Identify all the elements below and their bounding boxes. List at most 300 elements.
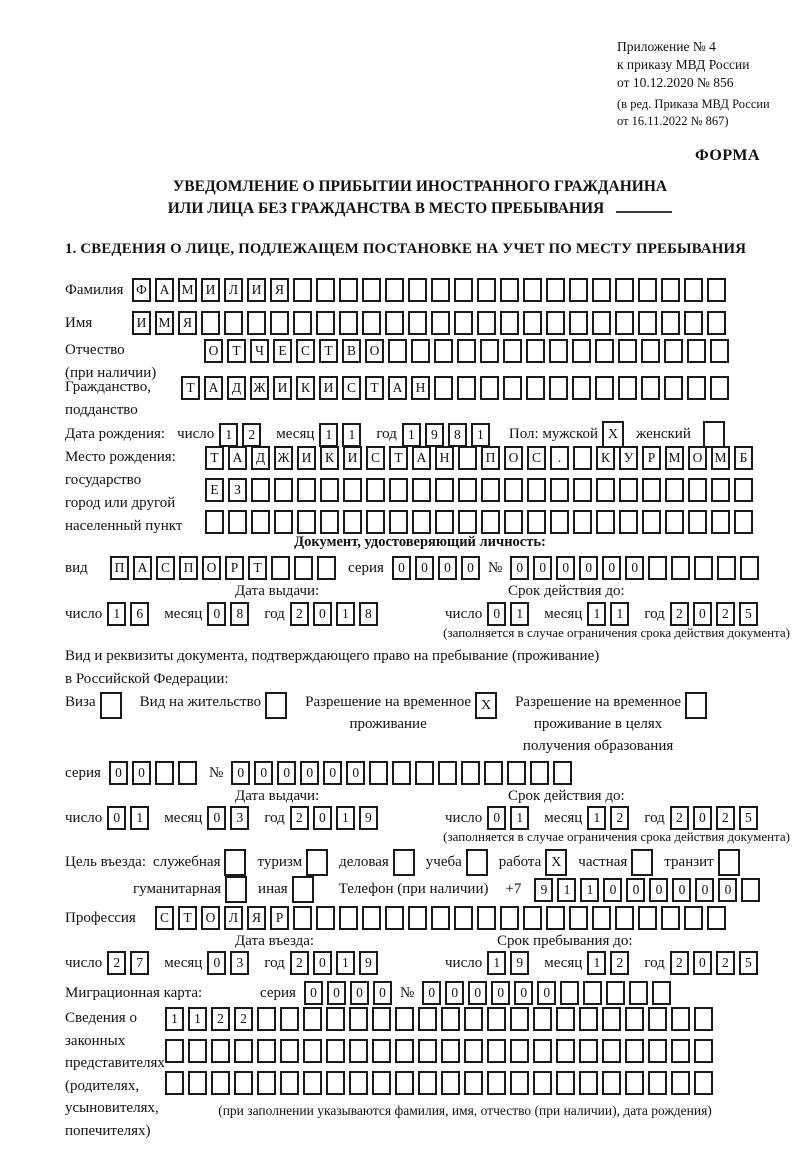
char-box[interactable] (694, 556, 713, 580)
char-box[interactable] (641, 339, 660, 363)
char-box[interactable]: Р (270, 906, 289, 930)
char-box[interactable]: 0 (313, 806, 332, 830)
char-box[interactable]: 1 (402, 423, 421, 447)
char-box[interactable] (188, 1071, 207, 1095)
char-box[interactable]: М (711, 446, 730, 470)
char-box[interactable] (572, 339, 591, 363)
char-box[interactable] (458, 478, 477, 502)
char-box[interactable] (648, 1071, 667, 1095)
char-box[interactable] (435, 510, 454, 534)
char-box[interactable]: 0 (346, 761, 365, 785)
checkbox-temporary-residence-permit[interactable]: X (475, 692, 497, 719)
char-box[interactable] (707, 906, 726, 930)
char-box[interactable]: А (228, 446, 247, 470)
char-box[interactable] (316, 906, 335, 930)
char-box[interactable] (615, 278, 634, 302)
char-box[interactable] (625, 1039, 644, 1063)
char-box[interactable]: Ж (250, 376, 269, 400)
char-box[interactable]: 1 (219, 423, 238, 447)
char-box[interactable] (441, 1007, 460, 1031)
char-box[interactable] (661, 906, 680, 930)
char-box[interactable]: 2 (610, 806, 629, 830)
char-box[interactable] (684, 906, 703, 930)
char-box[interactable]: К (596, 446, 615, 470)
char-box[interactable] (573, 446, 592, 470)
char-box[interactable] (741, 878, 760, 902)
char-box[interactable]: 0 (373, 981, 392, 1005)
char-box[interactable]: Т (319, 339, 338, 363)
char-box[interactable] (523, 278, 542, 302)
char-box[interactable]: 2 (716, 602, 735, 626)
char-box[interactable]: О (202, 556, 221, 580)
char-box[interactable] (504, 478, 523, 502)
char-box[interactable]: Я (247, 906, 266, 930)
char-box[interactable] (280, 1071, 299, 1095)
char-box[interactable] (349, 1039, 368, 1063)
char-box[interactable]: 8 (448, 423, 467, 447)
char-box[interactable]: Т (227, 339, 246, 363)
char-box[interactable] (503, 339, 522, 363)
char-box[interactable]: А (204, 376, 223, 400)
char-box[interactable]: 0 (695, 878, 714, 902)
char-box[interactable] (684, 311, 703, 335)
char-box[interactable] (638, 906, 657, 930)
char-box[interactable]: У (619, 446, 638, 470)
char-box[interactable] (326, 1039, 345, 1063)
char-box[interactable]: Р (642, 446, 661, 470)
char-box[interactable] (734, 478, 753, 502)
char-box[interactable] (595, 376, 614, 400)
checkbox-work[interactable]: X (545, 849, 567, 876)
checkbox-transit[interactable] (718, 849, 740, 876)
char-box[interactable] (178, 761, 197, 785)
char-box[interactable]: Ф (132, 278, 151, 302)
char-box[interactable]: В (342, 339, 361, 363)
char-box[interactable] (435, 478, 454, 502)
char-box[interactable] (412, 510, 431, 534)
char-box[interactable] (569, 278, 588, 302)
char-box[interactable] (592, 311, 611, 335)
char-box[interactable]: И (319, 376, 338, 400)
char-box[interactable] (615, 906, 634, 930)
char-box[interactable] (412, 478, 431, 502)
char-box[interactable]: И (132, 311, 151, 335)
char-box[interactable]: 1 (165, 1007, 184, 1031)
char-box[interactable] (671, 1007, 690, 1031)
char-box[interactable] (500, 311, 519, 335)
char-box[interactable]: 0 (510, 556, 529, 580)
char-box[interactable]: 0 (487, 806, 506, 830)
char-box[interactable]: 2 (211, 1007, 230, 1031)
char-box[interactable] (530, 761, 549, 785)
char-box[interactable] (316, 278, 335, 302)
char-box[interactable] (664, 376, 683, 400)
char-box[interactable] (461, 761, 480, 785)
char-box[interactable] (533, 1071, 552, 1095)
char-box[interactable] (569, 311, 588, 335)
char-box[interactable] (664, 339, 683, 363)
char-box[interactable]: 0 (514, 981, 533, 1005)
char-box[interactable]: 0 (461, 556, 480, 580)
char-box[interactable] (642, 478, 661, 502)
char-box[interactable]: 0 (445, 981, 464, 1005)
char-box[interactable]: 2 (290, 806, 309, 830)
char-box[interactable]: 0 (693, 602, 712, 626)
char-box[interactable] (366, 510, 385, 534)
char-box[interactable] (687, 376, 706, 400)
char-box[interactable]: О (504, 446, 523, 470)
char-box[interactable] (257, 1007, 276, 1031)
char-box[interactable] (317, 556, 336, 580)
char-box[interactable]: 0 (207, 602, 226, 626)
char-box[interactable]: Ч (250, 339, 269, 363)
char-box[interactable]: 1 (319, 423, 338, 447)
char-box[interactable] (556, 1071, 575, 1095)
char-box[interactable] (211, 1039, 230, 1063)
char-box[interactable] (687, 339, 706, 363)
char-box[interactable] (395, 1039, 414, 1063)
char-box[interactable]: Т (365, 376, 384, 400)
char-box[interactable] (648, 1039, 667, 1063)
char-box[interactable]: 0 (625, 556, 644, 580)
char-box[interactable]: 0 (422, 981, 441, 1005)
char-box[interactable]: М (665, 446, 684, 470)
char-box[interactable]: 0 (132, 761, 151, 785)
char-box[interactable]: Л (224, 906, 243, 930)
char-box[interactable] (165, 1039, 184, 1063)
char-box[interactable] (503, 376, 522, 400)
char-box[interactable] (638, 278, 657, 302)
char-box[interactable]: 2 (234, 1007, 253, 1031)
char-box[interactable]: 1 (188, 1007, 207, 1031)
char-box[interactable]: 1 (510, 602, 529, 626)
char-box[interactable] (481, 510, 500, 534)
char-box[interactable] (526, 376, 545, 400)
char-box[interactable] (487, 1039, 506, 1063)
char-box[interactable] (556, 1007, 575, 1031)
char-box[interactable]: 0 (254, 761, 273, 785)
char-box[interactable]: 0 (602, 556, 621, 580)
char-box[interactable] (280, 1039, 299, 1063)
char-box[interactable]: С (342, 376, 361, 400)
char-box[interactable]: 3 (230, 806, 249, 830)
char-box[interactable] (602, 1039, 621, 1063)
char-box[interactable] (316, 311, 335, 335)
char-box[interactable] (320, 510, 339, 534)
char-box[interactable] (510, 1007, 529, 1031)
char-box[interactable] (224, 311, 243, 335)
char-box[interactable] (481, 478, 500, 502)
char-box[interactable] (392, 761, 411, 785)
char-box[interactable] (408, 311, 427, 335)
char-box[interactable]: 2 (107, 951, 126, 975)
char-box[interactable]: 0 (693, 806, 712, 830)
char-box[interactable] (431, 906, 450, 930)
char-box[interactable]: М (155, 311, 174, 335)
char-box[interactable] (602, 1007, 621, 1031)
char-box[interactable]: 6 (130, 602, 149, 626)
char-box[interactable]: Д (251, 446, 270, 470)
char-box[interactable] (303, 1007, 322, 1031)
char-box[interactable] (618, 376, 637, 400)
char-box[interactable] (619, 510, 638, 534)
char-box[interactable] (211, 1071, 230, 1095)
char-box[interactable]: 0 (392, 556, 411, 580)
char-box[interactable]: 1 (336, 806, 355, 830)
char-box[interactable]: Б (734, 446, 753, 470)
char-box[interactable] (366, 478, 385, 502)
char-box[interactable]: 8 (359, 602, 378, 626)
char-box[interactable] (438, 761, 457, 785)
char-box[interactable]: 1 (587, 951, 606, 975)
char-box[interactable] (546, 278, 565, 302)
char-box[interactable] (556, 1039, 575, 1063)
char-box[interactable]: 0 (323, 761, 342, 785)
char-box[interactable]: К (296, 376, 315, 400)
char-box[interactable] (441, 1039, 460, 1063)
char-box[interactable] (477, 311, 496, 335)
char-box[interactable]: И (343, 446, 362, 470)
sex-male-checkbox[interactable]: X (602, 421, 624, 448)
char-box[interactable]: С (156, 556, 175, 580)
checkbox-study[interactable] (466, 849, 488, 876)
char-box[interactable] (504, 510, 523, 534)
char-box[interactable] (606, 981, 625, 1005)
char-box[interactable] (740, 556, 759, 580)
char-box[interactable]: 0 (415, 556, 434, 580)
char-box[interactable]: Я (270, 278, 289, 302)
char-box[interactable] (641, 376, 660, 400)
char-box[interactable] (247, 311, 266, 335)
char-box[interactable] (625, 1071, 644, 1095)
char-box[interactable] (251, 478, 270, 502)
char-box[interactable] (385, 311, 404, 335)
char-box[interactable] (234, 1039, 253, 1063)
char-box[interactable] (711, 478, 730, 502)
char-box[interactable]: 0 (207, 951, 226, 975)
char-box[interactable]: П (179, 556, 198, 580)
char-box[interactable] (510, 1071, 529, 1095)
char-box[interactable] (434, 339, 453, 363)
char-box[interactable] (694, 1071, 713, 1095)
char-box[interactable]: Т (248, 556, 267, 580)
char-box[interactable] (619, 478, 638, 502)
char-box[interactable]: 0 (491, 981, 510, 1005)
char-box[interactable]: А (155, 278, 174, 302)
checkbox-temporary-residence-education[interactable] (685, 692, 707, 719)
char-box[interactable] (694, 1039, 713, 1063)
char-box[interactable] (734, 510, 753, 534)
char-box[interactable] (579, 1071, 598, 1095)
char-box[interactable]: 2 (290, 951, 309, 975)
char-box[interactable]: 2 (716, 806, 735, 830)
char-box[interactable] (527, 478, 546, 502)
char-box[interactable]: Т (205, 446, 224, 470)
checkbox-residence-permit[interactable] (265, 692, 287, 719)
char-box[interactable] (684, 278, 703, 302)
char-box[interactable] (710, 339, 729, 363)
char-box[interactable] (595, 339, 614, 363)
char-box[interactable] (648, 556, 667, 580)
char-box[interactable] (293, 906, 312, 930)
char-box[interactable] (642, 510, 661, 534)
char-box[interactable]: 1 (587, 602, 606, 626)
char-box[interactable] (546, 906, 565, 930)
char-box[interactable]: 9 (510, 951, 529, 975)
char-box[interactable] (500, 278, 519, 302)
char-box[interactable] (661, 278, 680, 302)
char-box[interactable]: 0 (304, 981, 323, 1005)
char-box[interactable]: 1 (336, 602, 355, 626)
char-box[interactable] (550, 478, 569, 502)
char-box[interactable] (661, 311, 680, 335)
char-box[interactable] (293, 311, 312, 335)
checkbox-tourism[interactable] (306, 849, 328, 876)
char-box[interactable] (228, 510, 247, 534)
char-box[interactable]: С (155, 906, 174, 930)
char-box[interactable] (257, 1071, 276, 1095)
char-box[interactable] (526, 339, 545, 363)
char-box[interactable]: С (296, 339, 315, 363)
char-box[interactable] (395, 1071, 414, 1095)
char-box[interactable] (458, 446, 477, 470)
char-box[interactable]: 1 (336, 951, 355, 975)
char-box[interactable] (615, 311, 634, 335)
char-box[interactable] (480, 376, 499, 400)
char-box[interactable] (457, 376, 476, 400)
char-box[interactable]: П (110, 556, 129, 580)
char-box[interactable] (343, 510, 362, 534)
char-box[interactable] (431, 311, 450, 335)
char-box[interactable] (408, 278, 427, 302)
char-box[interactable] (638, 311, 657, 335)
char-box[interactable]: 0 (487, 602, 506, 626)
char-box[interactable] (477, 906, 496, 930)
char-box[interactable] (165, 1071, 184, 1095)
char-box[interactable] (297, 478, 316, 502)
char-box[interactable] (418, 1071, 437, 1095)
char-box[interactable] (418, 1039, 437, 1063)
char-box[interactable]: О (204, 339, 223, 363)
checkbox-official[interactable] (224, 849, 246, 876)
char-box[interactable] (303, 1039, 322, 1063)
char-box[interactable] (592, 906, 611, 930)
char-box[interactable] (487, 1007, 506, 1031)
char-box[interactable]: 2 (610, 951, 629, 975)
char-box[interactable] (560, 981, 579, 1005)
char-box[interactable]: Ж (274, 446, 293, 470)
char-box[interactable] (271, 556, 290, 580)
char-box[interactable] (349, 1007, 368, 1031)
char-box[interactable]: 2 (242, 423, 261, 447)
char-box[interactable]: О (688, 446, 707, 470)
char-box[interactable]: З (228, 478, 247, 502)
char-box[interactable] (349, 1071, 368, 1095)
char-box[interactable] (579, 1007, 598, 1031)
char-box[interactable] (320, 478, 339, 502)
char-box[interactable]: 0 (649, 878, 668, 902)
char-box[interactable]: 2 (670, 602, 689, 626)
char-box[interactable] (339, 311, 358, 335)
char-box[interactable] (155, 761, 174, 785)
char-box[interactable]: С (527, 446, 546, 470)
char-box[interactable] (688, 510, 707, 534)
char-box[interactable]: 5 (739, 602, 758, 626)
char-box[interactable] (372, 1039, 391, 1063)
char-box[interactable]: И (201, 278, 220, 302)
char-box[interactable]: Т (389, 446, 408, 470)
char-box[interactable]: И (297, 446, 316, 470)
char-box[interactable] (362, 278, 381, 302)
char-box[interactable] (339, 278, 358, 302)
char-box[interactable] (274, 478, 293, 502)
char-box[interactable] (487, 1071, 506, 1095)
char-box[interactable] (625, 1007, 644, 1031)
char-box[interactable] (326, 1007, 345, 1031)
char-box[interactable]: К (320, 446, 339, 470)
char-box[interactable] (388, 339, 407, 363)
char-box[interactable] (280, 1007, 299, 1031)
char-box[interactable] (546, 311, 565, 335)
char-box[interactable] (688, 478, 707, 502)
char-box[interactable] (385, 906, 404, 930)
char-box[interactable] (434, 376, 453, 400)
char-box[interactable]: 0 (327, 981, 346, 1005)
char-box[interactable]: 0 (468, 981, 487, 1005)
char-box[interactable] (251, 510, 270, 534)
char-box[interactable]: 8 (230, 602, 249, 626)
char-box[interactable] (326, 1071, 345, 1095)
char-box[interactable]: Е (205, 478, 224, 502)
char-box[interactable] (454, 278, 473, 302)
char-box[interactable]: 0 (603, 878, 622, 902)
char-box[interactable] (648, 1007, 667, 1031)
char-box[interactable] (710, 376, 729, 400)
char-box[interactable] (411, 339, 430, 363)
char-box[interactable]: 2 (290, 602, 309, 626)
char-box[interactable] (274, 510, 293, 534)
char-box[interactable] (579, 1039, 598, 1063)
char-box[interactable]: 7 (130, 951, 149, 975)
char-box[interactable] (707, 311, 726, 335)
char-box[interactable]: Л (224, 278, 243, 302)
char-box[interactable]: . (550, 446, 569, 470)
char-box[interactable]: Н (411, 376, 430, 400)
char-box[interactable] (510, 1039, 529, 1063)
char-box[interactable] (671, 1039, 690, 1063)
char-box[interactable] (527, 510, 546, 534)
char-box[interactable]: 1 (471, 423, 490, 447)
char-box[interactable]: Т (181, 376, 200, 400)
char-box[interactable] (500, 906, 519, 930)
char-box[interactable] (454, 906, 473, 930)
char-box[interactable]: 3 (230, 951, 249, 975)
char-box[interactable] (339, 906, 358, 930)
char-box[interactable]: 0 (231, 761, 250, 785)
char-box[interactable]: 0 (313, 602, 332, 626)
char-box[interactable] (294, 556, 313, 580)
char-box[interactable]: 0 (109, 761, 128, 785)
char-box[interactable]: 0 (207, 806, 226, 830)
char-box[interactable] (293, 278, 312, 302)
char-box[interactable]: 0 (533, 556, 552, 580)
checkbox-business[interactable] (393, 849, 415, 876)
char-box[interactable] (389, 478, 408, 502)
char-box[interactable] (592, 278, 611, 302)
char-box[interactable]: 0 (626, 878, 645, 902)
char-box[interactable] (480, 339, 499, 363)
char-box[interactable] (188, 1039, 207, 1063)
